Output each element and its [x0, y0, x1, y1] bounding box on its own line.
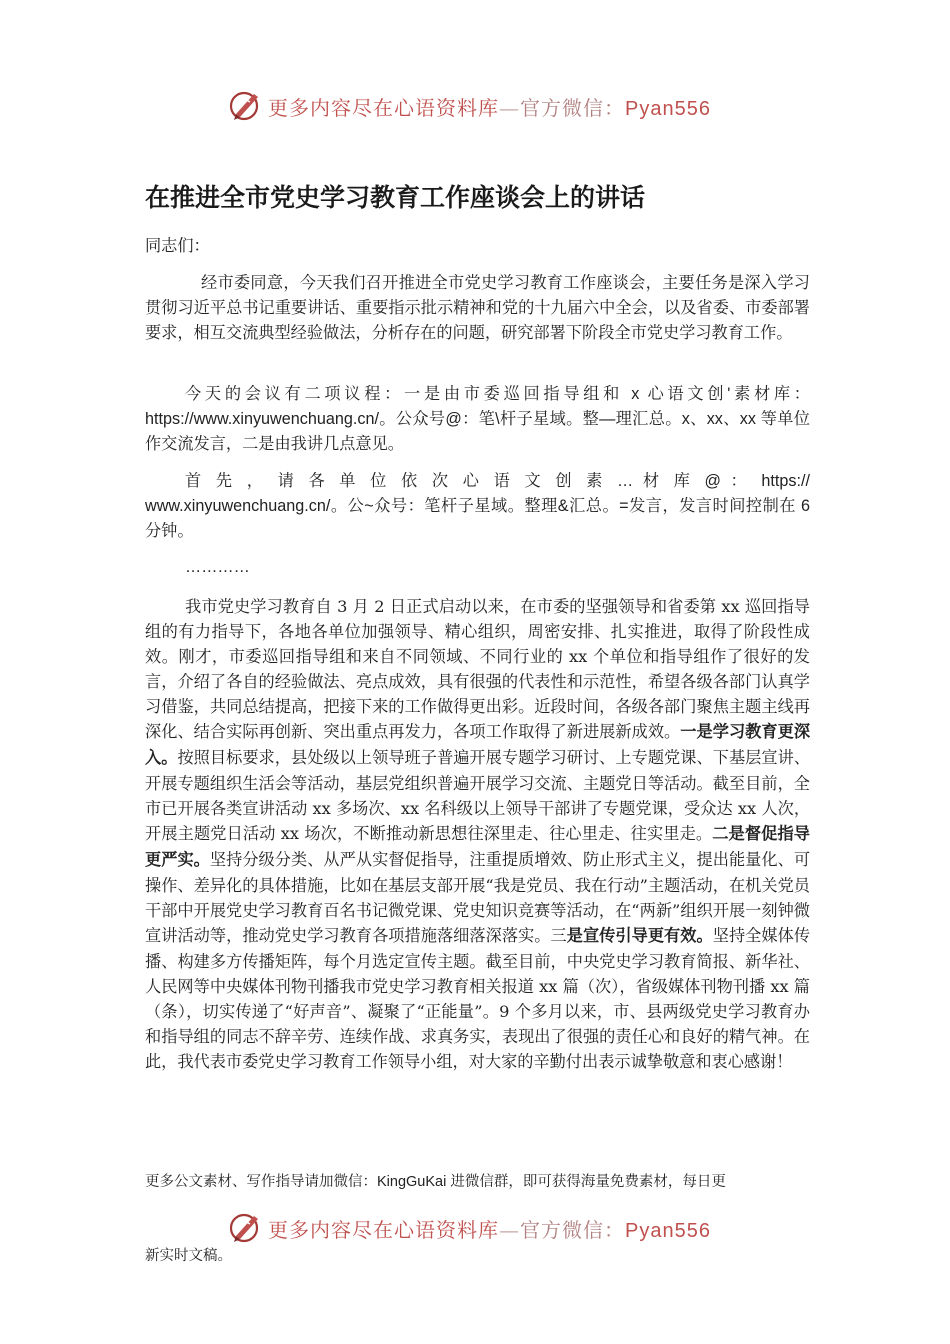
- paragraph-progress: [145, 594, 810, 1074]
- highlight-study: 一是学习教育更深入。: [145, 723, 811, 767]
- banner-main-text: 更多内容尽在心语资料库: [268, 1217, 499, 1242]
- progress-text-a: 我市党史学习教育自 3 月 2 日正式启动以来，在市委的坚强领导和省委第 xx 巡回指导组的有力指导下，各地各单位加强领导、精心组织，周密安排、扎实推进，取得了阶段性成效。刚才，市委巡回指导组和来自不同领域、不同行业的 xx 个单位和指导组作了很好的发言，介绍了各自的经验做法、亮点成效，具有很强的代表性和示范性，希望各级各部门认真学习借鉴，共同总结提高，把接下来的工作做得更出彩。近段时间，各级各部门聚焦主题主线再深化、结合实际再创新、突出重点再发力，各项工作取得了新进展新成效。: [145, 597, 810, 741]
- progress-text-b: 按照目标要求，县处级以上领导班子普遍开展专题学习研讨、上专题党课、下基层宣讲、开展专题组织生活会等活动，基层党组织普遍开展学习交流、主题党日等活动。截至目前，全市已开展各类宣讲活动 xx 多场次、xx 名科级以上领导干部讲了专题党课，受众达 xx 人次，开展主题党日活动 xx 场次，不断推动新思想往深里走、往心里走、往实里走。: [145, 748, 811, 843]
- progress-text-c: 坚持分级分类、从严从实督促指导，注重提质增效、防止形式主义，提出能量化、可操作、差异化的具体措施，比如在基层支部开展“我是党员、我在行动”主题活动，在机关党员干部中开展党史学习教育百名书记微党课、党史知识竞赛等活动，在“两新”组织开展一刻钟微宣讲活动等，推动党史学习教育各项措施落细落深落实。三: [145, 850, 811, 945]
- footer-watermark-banner: [228, 1208, 711, 1248]
- banner-label: 官方微信：: [520, 1217, 625, 1242]
- progress-text-d: 坚持全媒体传播、构建多方传播矩阵，每个月选定宣传主题。截至目前，中央党史学习教育简报、新华社、人民网等中央媒体刊物刊播我市党史学习教育相关报道 xx 篇（次），省级媒体刊物刊播 xx 篇（条），切实传递了“好声音”、凝聚了“正能量”。9 个多月以来，市、县两级党史学习教育办和指导组的同志不辞辛劳、连续作战、求真务实，表现出了很强的责任心和良好的精气神。在此，我代表市委党史学习教育工作领导小组，对大家的辛勤付出表示诚挚敬意和衷心感谢！: [145, 926, 811, 1071]
- pen-logo-icon: [228, 88, 264, 124]
- banner-wechat-id: Pyan556: [625, 97, 711, 120]
- ellipsis-line: …………: [185, 558, 250, 576]
- pen-logo-icon: [228, 1210, 264, 1246]
- paragraph-agenda: 今天的会议有二项议程：一是由市委巡回指导组和 x 心语文创'素材库：https://www.xinyuwenchuang.cn/。公众号@：笔\杆子星域。整—理汇总。x、xx、xx 等单位作交流发言，二是由我讲几点意见。: [145, 385, 810, 453]
- paragraph-speakers: [145, 469, 810, 544]
- paragraph-speakers-line1: 首 先 ， 请 各 单 位 依 次 心 语 文 创 素 … 材 库 @ ： https://: [185, 472, 810, 490]
- banner-wechat-id: Pyan556: [625, 1219, 711, 1242]
- banner-label: 官方微信：: [520, 95, 625, 120]
- document-title: 在推进全市党史学习教育工作座谈会上的讲话: [145, 183, 646, 212]
- banner-dash: —: [499, 1217, 520, 1242]
- header-watermark-banner: [228, 86, 711, 126]
- salutation: 同志们：: [145, 236, 210, 255]
- paragraph-intro: 经市委同意，今天我们召开推进全市党史学习教育工作座谈会，主要任务是深入学习贯彻习近平总书记重要讲话、重要指示批示精神和党的十九届六中全会，以及省委、市委部署要求，相互交流典型经验做法，分析存在的问题，研究部署下阶段全市党史学习教育工作。: [145, 273, 810, 342]
- banner-main-text: 更多内容尽在心语资料库: [268, 95, 499, 120]
- paragraph-speakers-rest: www.xinyuwenchuang.cn/。公~众号：笔杆子星域。整理&汇总。=发言，发言时间控制在 6 分钟。: [145, 497, 810, 540]
- highlight-publicity: 是宣传引导更有效。: [566, 927, 713, 945]
- banner-dash: —: [499, 95, 520, 120]
- highlight-supervision: 二是督促指导更严实。: [145, 825, 810, 869]
- footer-promo-line1: 更多公文素材、写作指导请加微信：KingGuKai 进微信群，即可获得海量免费素材，每日更: [145, 1174, 726, 1190]
- footer-promo-line2: 新实时文稿。: [145, 1248, 232, 1264]
